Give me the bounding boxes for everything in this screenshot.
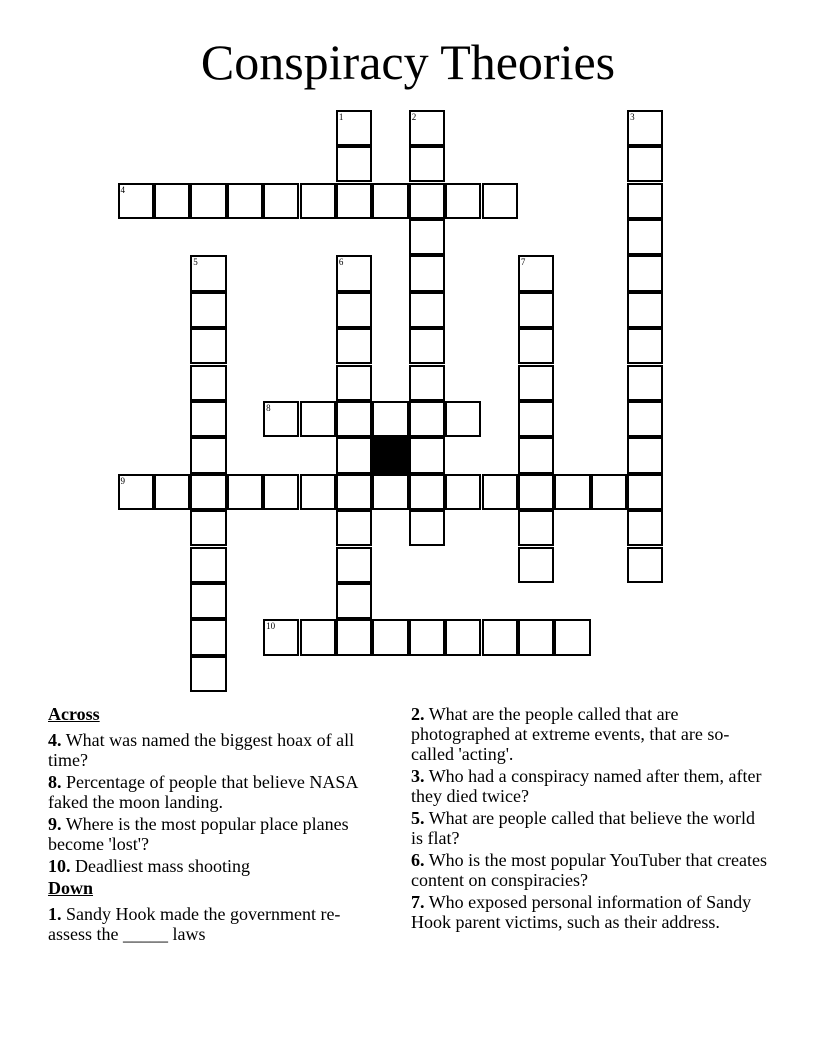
clue-across-4: 4. What was named the biggest hoax of all time?	[48, 730, 355, 770]
grid-cell[interactable]	[190, 547, 226, 583]
grid-cell[interactable]	[518, 328, 554, 364]
grid-cell[interactable]	[518, 619, 554, 655]
grid-cell[interactable]	[409, 110, 445, 146]
clue-down-1: 1. Sandy Hook made the government re-assess the _____ laws	[48, 904, 341, 944]
grid-cell[interactable]	[409, 401, 445, 437]
grid-cell[interactable]	[118, 183, 154, 219]
grid-cell[interactable]	[445, 401, 481, 437]
grid-cell[interactable]	[445, 619, 481, 655]
grid-cell[interactable]	[409, 328, 445, 364]
grid-cell[interactable]	[300, 619, 336, 655]
grid-cell[interactable]	[372, 619, 408, 655]
clue-number: 5	[193, 257, 198, 268]
grid-cell[interactable]	[190, 255, 226, 291]
clue-across-9: 9. Where is the most popular place planes become 'lost'?	[48, 814, 349, 854]
clue-number: 7	[520, 257, 526, 268]
grid-cell[interactable]	[190, 437, 226, 473]
grid-cell[interactable]	[627, 328, 663, 364]
grid-cell[interactable]	[118, 474, 154, 510]
clue-number: 9	[120, 475, 125, 486]
grid-cell[interactable]	[409, 255, 445, 291]
clue-number: 6	[338, 257, 344, 268]
grid-cell[interactable]	[627, 437, 663, 473]
grid-cell[interactable]	[554, 619, 590, 655]
grid-cell[interactable]	[372, 474, 408, 510]
grid-cell[interactable]	[336, 292, 372, 328]
grid-cell[interactable]	[409, 365, 445, 401]
grid-cell[interactable]	[227, 474, 263, 510]
grid-cell[interactable]	[409, 437, 445, 473]
grid-cell[interactable]	[336, 365, 372, 401]
grid-cell[interactable]	[154, 183, 190, 219]
grid-cell[interactable]	[190, 183, 226, 219]
grid-cell[interactable]	[591, 474, 627, 510]
grid-cell[interactable]	[627, 110, 663, 146]
grid-cell[interactable]	[336, 619, 372, 655]
grid-cell[interactable]	[190, 583, 226, 619]
clue-number: 10	[266, 621, 276, 632]
grid-cell[interactable]	[190, 328, 226, 364]
grid-cell[interactable]	[627, 146, 663, 182]
grid-cell[interactable]	[336, 183, 372, 219]
grid-cell[interactable]	[300, 401, 336, 437]
grid-cell[interactable]	[627, 292, 663, 328]
grid-cell[interactable]	[190, 365, 226, 401]
grid-cell[interactable]	[518, 255, 554, 291]
grid-cell[interactable]	[190, 292, 226, 328]
grid-cell[interactable]	[227, 183, 263, 219]
clue-across-10: 10. Deadliest mass shooting	[48, 856, 250, 876]
grid-cell[interactable]	[627, 401, 663, 437]
clue-down-6: 6. Who is the most popular YouTuber that creates content on conspiracies?	[411, 850, 767, 890]
grid-cell[interactable]	[409, 510, 445, 546]
grid-cell[interactable]	[372, 401, 408, 437]
grid-cell[interactable]	[518, 401, 554, 437]
grid-cell[interactable]	[518, 365, 554, 401]
grid-cell[interactable]	[518, 437, 554, 473]
grid-cell[interactable]	[336, 328, 372, 364]
grid-cell[interactable]	[627, 365, 663, 401]
grid-cell[interactable]	[627, 183, 663, 219]
clue-number: 1	[338, 111, 344, 122]
grid-cell[interactable]	[409, 146, 445, 182]
grid-cell[interactable]	[263, 183, 299, 219]
grid-cell[interactable]	[409, 619, 445, 655]
grid-cell[interactable]	[409, 474, 445, 510]
grid-cell[interactable]	[409, 183, 445, 219]
grid-cell[interactable]	[627, 255, 663, 291]
grid-cell[interactable]	[445, 474, 481, 510]
clues-left-column	[48, 704, 378, 946]
grid-cell[interactable]	[336, 110, 372, 146]
grid-cell[interactable]	[627, 474, 663, 510]
clue-down-7: 7. Who exposed personal information of Sandy Hook parent victims, such as their address.	[411, 892, 752, 932]
grid-cell[interactable]	[336, 547, 372, 583]
clue-down-5: 5. What are people called that believe the world is flat?	[411, 808, 756, 848]
grid-cell[interactable]	[627, 510, 663, 546]
grid-cell[interactable]	[482, 474, 518, 510]
grid-cell[interactable]	[482, 183, 518, 219]
grid-cell[interactable]	[336, 401, 372, 437]
grid-cell[interactable]	[409, 292, 445, 328]
grid-cell[interactable]	[518, 292, 554, 328]
grid-cell[interactable]	[263, 474, 299, 510]
grid-cell[interactable]	[336, 583, 372, 619]
grid-cell[interactable]	[263, 401, 299, 437]
grid-cell[interactable]	[190, 619, 226, 655]
grid-cell[interactable]	[627, 547, 663, 583]
grid-block	[372, 437, 408, 473]
clue-number: 2	[411, 111, 417, 122]
clue-down-2: 2. What are the people called that are photographed at extreme events, that are so-called 'acting'.	[411, 704, 730, 764]
clues-right-column	[411, 704, 771, 934]
grid-cell[interactable]	[372, 183, 408, 219]
grid-cell[interactable]	[190, 510, 226, 546]
grid-cell[interactable]	[300, 183, 336, 219]
clue-number: 4	[120, 184, 125, 195]
clue-number: 3	[630, 111, 635, 122]
grid-cell[interactable]	[336, 510, 372, 546]
grid-cell[interactable]	[336, 437, 372, 473]
grid-cell[interactable]	[518, 510, 554, 546]
page-title: Conspiracy Theories	[200, 34, 616, 90]
grid-cell[interactable]	[482, 619, 518, 655]
grid-cell[interactable]	[409, 219, 445, 255]
grid-cell[interactable]	[190, 656, 226, 692]
clue-down-3: 3. Who had a conspiracy named after them, after they died twice?	[411, 766, 762, 806]
grid-cell[interactable]	[263, 619, 299, 655]
grid-cell[interactable]	[300, 474, 336, 510]
clue-across-8: 8. Percentage of people that believe NASA faked the moon landing.	[48, 772, 358, 812]
grid-cell[interactable]	[336, 146, 372, 182]
clue-number: 8	[266, 402, 271, 413]
down-heading: Down	[48, 878, 94, 898]
grid-cell[interactable]	[190, 474, 226, 510]
grid-cell[interactable]	[554, 474, 590, 510]
grid-cell[interactable]	[190, 401, 226, 437]
grid-cell[interactable]	[627, 219, 663, 255]
grid-cell[interactable]	[445, 183, 481, 219]
grid-cell[interactable]	[518, 474, 554, 510]
grid-cell[interactable]	[518, 547, 554, 583]
grid-cell[interactable]	[336, 255, 372, 291]
across-heading: Across	[48, 704, 100, 724]
grid-cell[interactable]	[336, 474, 372, 510]
grid-cell[interactable]	[154, 474, 190, 510]
